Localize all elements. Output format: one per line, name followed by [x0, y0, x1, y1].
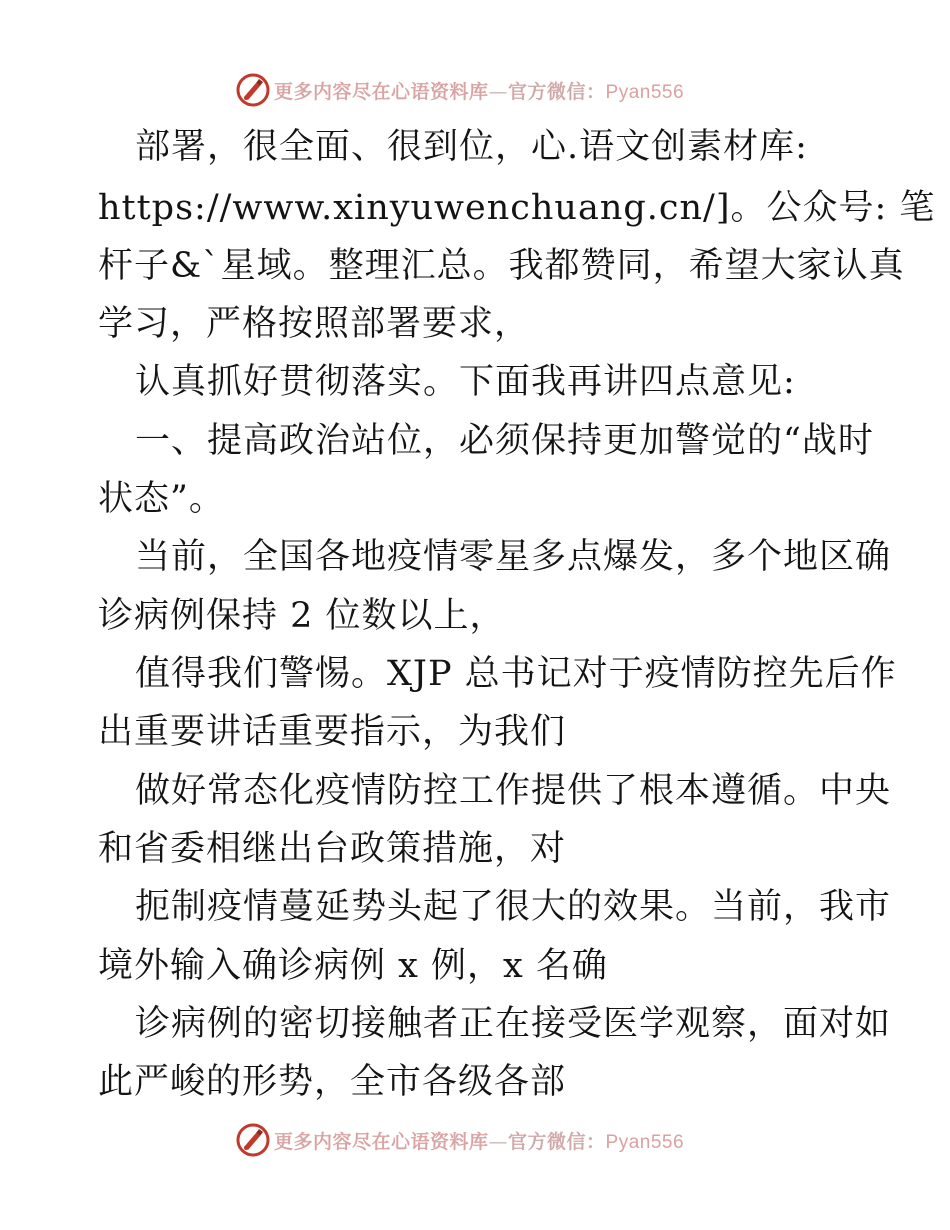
- pen-logo-icon: [236, 73, 270, 107]
- text-line: 和省委相继出台政策措施，对: [98, 829, 567, 869]
- text-line: 部署，很全面、很到位，心.语文创素材库:: [135, 127, 808, 167]
- text-line: 一、提高政治站位，必须保持更加警觉的“战时: [135, 421, 874, 461]
- text-line: 当前，全国各地疫情零星多点爆发，多个地区确: [135, 537, 892, 577]
- watermark-id: Pyan556: [605, 1131, 685, 1153]
- watermark-suffix: 官方微信：: [508, 1130, 606, 1153]
- text-line: 此严峻的形势，全市各级各部: [98, 1062, 567, 1102]
- footer-watermark: [236, 1120, 684, 1160]
- text-line: https://www.xinyuwenchuang.cn/]。公众号: 笔: [98, 188, 936, 228]
- text-line: 杆子&`星域。整理汇总。我都赞同，希望大家认真: [98, 246, 905, 286]
- watermark-suffix: 官方微信：: [508, 80, 606, 103]
- watermark-dash: —: [488, 80, 509, 103]
- text-line: 诊病例的密切接触者正在接受医学观察，面对如: [135, 1004, 892, 1044]
- text-line: 扼制疫情蔓延势头起了很大的效果。当前，我市: [135, 887, 892, 927]
- watermark-text: 更多内容尽在心语资料库: [274, 1130, 489, 1153]
- text-line: 做好常态化疫情防控工作提供了根本遵循。中央: [135, 771, 892, 811]
- text-line: 状态”。: [98, 479, 225, 519]
- watermark-text: 更多内容尽在心语资料库: [274, 80, 489, 103]
- text-line: 出重要讲话重要指示，为我们: [98, 712, 567, 752]
- text-line: 境外输入确诊病例 x 例，x 名确: [98, 946, 608, 986]
- watermark-id: Pyan556: [605, 81, 685, 103]
- text-line: 学习，严格按照部署要求，: [98, 304, 531, 344]
- header-watermark: [236, 70, 684, 110]
- text-line: 值得我们警惕。XJP 总书记对于疫情防控先后作: [135, 654, 897, 694]
- text-line: 诊病例保持 2 位数以上，: [98, 596, 506, 636]
- watermark-dash: —: [488, 1130, 509, 1153]
- text-line: 认真抓好贯彻落实。下面我再讲四点意见:: [135, 362, 796, 402]
- pen-logo-icon: [236, 1123, 270, 1157]
